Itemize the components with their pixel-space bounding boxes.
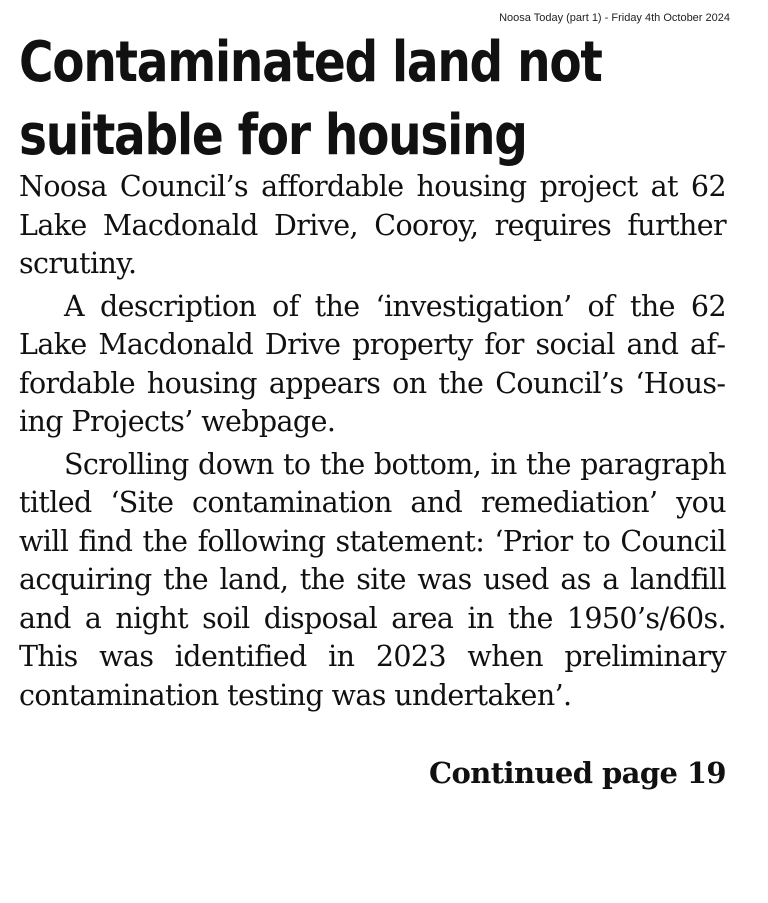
article-paragraph: A description of the ‘investigation’ of the 62 Lake Macdonald Drive property for social and affordable housing appears on the Council’s ‘Housing Projects’ webpage. — [19, 289, 726, 438]
article-paragraph: Scrolling down to the bottom, in the paragraph titled ‘Site contamination and remediation’ you will find the following statement: ‘Prior to Council acquiring the land, the site was used as a landfill and a night soil disposal area in the 1950’s/60s. This was identified in 2023 when preliminary contamination testing was undertaken’. — [19, 447, 726, 712]
article-paragraph: Noosa Council’s affordable housing project at 62 Lake Macdonald Drive, Cooroy, requires further scrutiny. — [19, 170, 726, 280]
article-body — [19, 168, 726, 715]
continued-note: Continued page 19 — [429, 756, 726, 790]
headline: Contaminated land not suitable for housing — [19, 30, 602, 168]
running-head: Noosa Today (part 1) - Friday 4th October 2024 — [499, 12, 730, 24]
